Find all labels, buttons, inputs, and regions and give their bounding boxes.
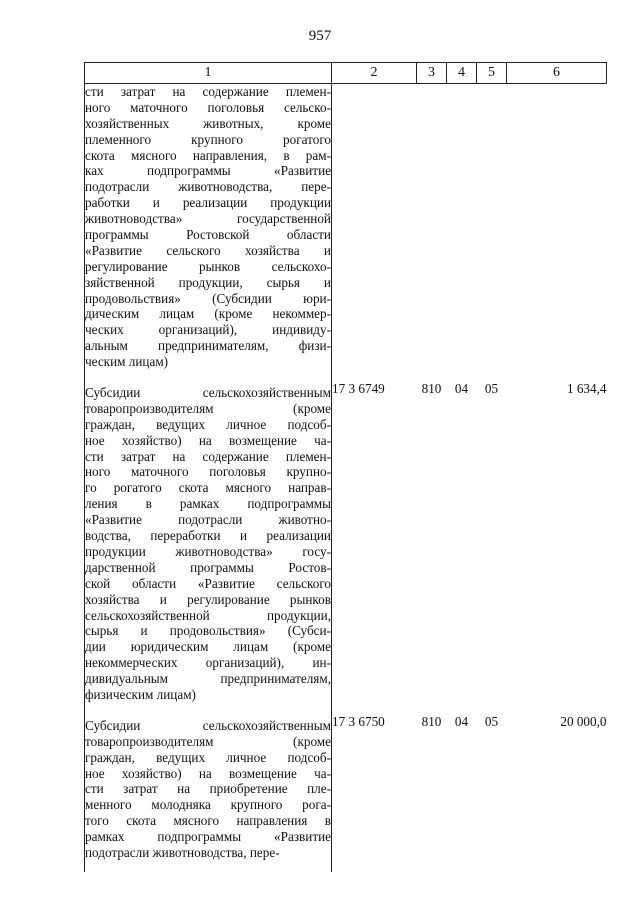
- description-line: сырья и продовольствия» (Субси-: [85, 623, 331, 639]
- description-line: скота мясного направления, в рам-: [85, 147, 331, 163]
- description-line: регулирование рынков сельскохо-: [85, 258, 331, 274]
- target-article-code: 17 3 6749: [332, 381, 385, 397]
- description-line: того скота мясного направления в: [85, 813, 331, 829]
- description-line: продукции животноводства» госу-: [85, 543, 331, 559]
- expense-type-code: 810: [421, 381, 442, 397]
- description-line: животноводства» государственной: [85, 211, 331, 227]
- description-line: подотрасли животноводства, пере-: [85, 844, 280, 860]
- description-line: дарственной программы Ростов-: [85, 559, 331, 575]
- description-line: го рогатого скота мясного направ-: [85, 480, 331, 496]
- description-line: товаропроизводителям (кроме: [85, 733, 331, 749]
- description-line: менного молодняка крупного рога-: [85, 797, 331, 813]
- description-line: ской области «Развитие сельского: [85, 575, 331, 591]
- subsection-code: 05: [484, 381, 499, 397]
- table-row: [85, 714, 607, 872]
- amount-value: 1 634,4: [566, 381, 607, 397]
- description-line: дии юридическим лицам (кроме: [85, 639, 331, 655]
- amount-value: 20 000,0: [560, 713, 607, 729]
- description-line: Субсидии сельскохозяйственным: [85, 717, 331, 733]
- table-header: [85, 63, 607, 84]
- description-line: ного маточного поголовья крупно-: [85, 464, 331, 480]
- description-line: сти затрат на приобретение пле-: [85, 781, 331, 797]
- description-line: водства, переработки и реализации: [85, 528, 331, 544]
- description-line: сельскохозяйственной продукции,: [85, 607, 331, 623]
- description-line: ческим лицам): [85, 354, 169, 370]
- description-line: племенного крупного рогатого: [85, 131, 331, 147]
- description-line: работки и реализации продукции: [85, 195, 331, 211]
- column-header-2: 2: [332, 63, 417, 84]
- description-line: товаропроизводителям (кроме: [85, 400, 331, 416]
- table-row: [85, 381, 607, 714]
- page-number: 957: [308, 28, 332, 44]
- column-header-6: 6: [507, 63, 607, 84]
- description-line: дивидуальным предпринимателям,: [85, 671, 331, 687]
- description-line: физическим лицам): [85, 686, 196, 702]
- description-line: ное хозяйство) на возмещение ча-: [85, 765, 331, 781]
- description-line: Субсидии сельскохозяйственным: [85, 385, 331, 401]
- description-line: ческих организаций), индивиду-: [85, 322, 331, 338]
- description-line: ного маточного поголовья сельско-: [85, 99, 331, 115]
- description-line: некоммерческих организаций), ин-: [85, 655, 331, 671]
- description-line: дическим лицам (кроме некоммер-: [85, 306, 331, 322]
- column-header-1: 1: [85, 63, 332, 84]
- description-line: рамках подпрограммы «Развитие: [85, 829, 331, 845]
- table-row-continuation: [85, 84, 607, 382]
- continuation-description: [85, 84, 332, 382]
- expense-type-code: 810: [421, 713, 442, 729]
- description-line: хозяйства и регулирование рынков: [85, 591, 331, 607]
- description-line: подотрасли животноводства, пере-: [85, 179, 331, 195]
- description-line: сти затрат на содержание племен-: [85, 448, 331, 464]
- description-line: «Развитие сельского хозяйства и: [85, 242, 331, 258]
- row-description: [85, 714, 332, 872]
- description-line: ления в рамках подпрограммы: [85, 496, 331, 512]
- description-line: зяйственной продукции, сырья и: [85, 274, 331, 290]
- column-header-5: 5: [477, 63, 507, 84]
- subsection-code: 05: [484, 713, 499, 729]
- section-code: 04: [454, 381, 469, 397]
- row-description: [85, 381, 332, 714]
- column-header-4: 4: [447, 63, 477, 84]
- description-line: «Развитие подотрасли животно-: [85, 512, 331, 528]
- description-line: программы Ростовской области: [85, 227, 331, 243]
- description-line: ное хозяйство) на возмещение ча-: [85, 432, 331, 448]
- description-line: альным предпринимателям, физи-: [85, 338, 331, 354]
- budget-table: [84, 62, 607, 872]
- description-line: продовольствия» (Субсидии юри-: [85, 290, 331, 306]
- description-line: граждан, ведущих личное подсоб-: [85, 416, 331, 432]
- section-code: 04: [454, 713, 469, 729]
- column-header-3: 3: [417, 63, 447, 84]
- description-line: хозяйственных животных, кроме: [85, 115, 331, 131]
- description-line: граждан, ведущих личное подсоб-: [85, 749, 331, 765]
- description-line: сти затрат на содержание племен-: [85, 84, 331, 99]
- target-article-code: 17 3 6750: [332, 713, 385, 729]
- description-line: ках подпрограммы «Развитие: [85, 163, 331, 179]
